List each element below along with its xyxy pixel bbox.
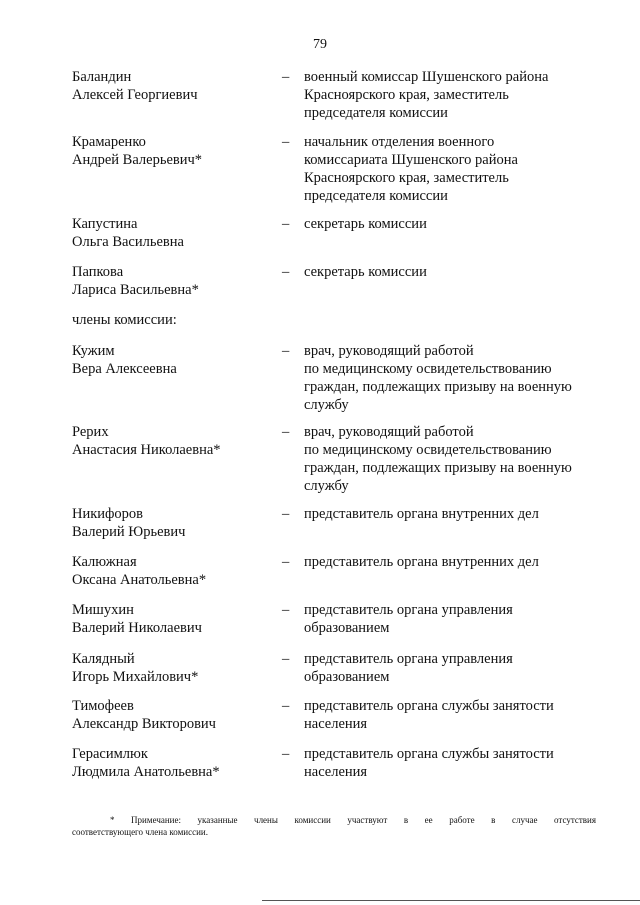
surname: Рерих xyxy=(72,424,109,440)
person-role xyxy=(304,263,604,281)
person-name xyxy=(72,133,277,169)
surname: Тимофеев xyxy=(72,698,134,714)
person-role xyxy=(304,553,604,571)
bottom-rule xyxy=(262,900,640,901)
dash: – xyxy=(282,424,290,440)
role-line: секретарь комиссии xyxy=(304,264,427,280)
surname: Никифоров xyxy=(72,506,144,522)
role-line: военный комиссар Шушенского района xyxy=(304,69,549,85)
surname: Калядный xyxy=(72,651,135,667)
dash: – xyxy=(282,651,290,667)
surname: Баландин xyxy=(72,69,132,85)
role-line: Красноярского края, заместитель xyxy=(304,87,509,103)
dash: – xyxy=(282,264,290,280)
given-names: Оксана Анатольевна* xyxy=(72,572,207,588)
given-names: Лариса Васильевна* xyxy=(72,282,199,298)
surname: Калюжная xyxy=(72,554,137,570)
given-names: Валерий Николаевич xyxy=(72,620,202,636)
role-line: населения xyxy=(304,764,368,780)
surname: Капустина xyxy=(72,216,138,232)
surname: Крамаренко xyxy=(72,134,146,150)
footnote-line: * Примечание: указанные члены комиссии участвуют в ее работе в случае отсутствия xyxy=(110,815,596,825)
person-name xyxy=(72,423,277,459)
role-line: населения xyxy=(304,716,368,732)
given-names: Ольга Васильевна xyxy=(72,234,184,250)
role-line: граждан, подлежащих призыву на военную xyxy=(304,460,572,476)
surname: Герасимлюк xyxy=(72,746,148,762)
person-name xyxy=(72,505,277,541)
dash: – xyxy=(282,343,290,359)
given-names: Людмила Анатольевна* xyxy=(72,764,220,780)
members-section-label: члены комиссии: xyxy=(72,312,177,328)
given-names: Андрей Валерьевич* xyxy=(72,152,203,168)
role-line: образованием xyxy=(304,620,390,636)
given-names: Алексей Георгиевич xyxy=(72,87,198,103)
footnote-line: соответствующего члена комиссии. xyxy=(72,827,208,837)
role-line: представитель органа внутренних дел xyxy=(304,506,539,522)
surname: Кужим xyxy=(72,343,115,359)
person-name xyxy=(72,601,277,637)
person-role xyxy=(304,133,604,205)
given-names: Анастасия Николаевна* xyxy=(72,442,221,458)
role-line: граждан, подлежащих призыву на военную xyxy=(304,379,572,395)
person-role xyxy=(304,215,604,233)
role-line: представитель органа службы занятости xyxy=(304,698,554,714)
given-names: Александр Викторович xyxy=(72,716,216,732)
given-names: Игорь Михайлович* xyxy=(72,669,199,685)
person-role xyxy=(304,745,604,781)
role-line: врач, руководящий работой xyxy=(304,424,474,440)
person-name xyxy=(72,650,277,686)
person-role xyxy=(304,505,604,523)
surname: Папкова xyxy=(72,264,124,280)
person-name xyxy=(72,697,277,733)
role-line: председателя комиссии xyxy=(304,105,448,121)
dash: – xyxy=(282,69,290,85)
person-name xyxy=(72,68,277,104)
role-line: представитель органа управления xyxy=(304,651,513,667)
given-names: Валерий Юрьевич xyxy=(72,524,186,540)
dash: – xyxy=(282,554,290,570)
page-number: 79 xyxy=(313,37,327,52)
person-name xyxy=(72,342,277,378)
person-role xyxy=(304,423,604,495)
dash: – xyxy=(282,698,290,714)
role-line: врач, руководящий работой xyxy=(304,343,474,359)
role-line: службу xyxy=(304,397,349,413)
person-name xyxy=(72,263,277,299)
person-name xyxy=(72,215,277,251)
role-line: службу xyxy=(304,478,349,494)
role-line: комиссариата Шушенского района xyxy=(304,152,518,168)
role-line: председателя комиссии xyxy=(304,188,448,204)
dash: – xyxy=(282,602,290,618)
role-line: начальник отделения военного xyxy=(304,134,495,150)
dash: – xyxy=(282,134,290,150)
person-role xyxy=(304,601,604,637)
surname: Мишухин xyxy=(72,602,134,618)
role-line: секретарь комиссии xyxy=(304,216,427,232)
dash: – xyxy=(282,746,290,762)
footnote xyxy=(72,814,596,838)
role-line: представитель органа внутренних дел xyxy=(304,554,539,570)
role-line: представитель органа управления xyxy=(304,602,513,618)
role-line: образованием xyxy=(304,669,390,685)
person-role xyxy=(304,650,604,686)
person-name xyxy=(72,745,277,781)
dash: – xyxy=(282,506,290,522)
person-role xyxy=(304,697,604,733)
role-line: Красноярского края, заместитель xyxy=(304,170,509,186)
role-line: по медицинскому освидетельствованию xyxy=(304,361,552,377)
given-names: Вера Алексеевна xyxy=(72,361,177,377)
person-role xyxy=(304,68,604,122)
role-line: представитель органа службы занятости xyxy=(304,746,554,762)
person-role xyxy=(304,342,604,414)
person-name xyxy=(72,553,277,589)
dash: – xyxy=(282,216,290,232)
role-line: по медицинскому освидетельствованию xyxy=(304,442,552,458)
